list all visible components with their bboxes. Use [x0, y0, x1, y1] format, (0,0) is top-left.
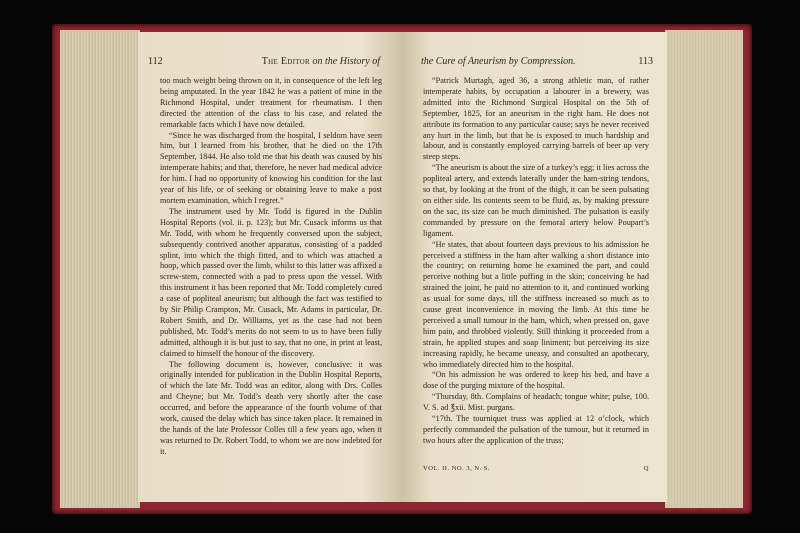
right-page-body — [423, 76, 649, 447]
left-running-head-subtitle: on the History of — [312, 56, 380, 67]
right-running-head-title: the Cure of Aneurism by Compression. — [421, 56, 576, 67]
left-paragraph: The instrument used by Mr. Todd is figured in the Dublin Hospital Reports (vol. ii. p. 123); but Mr. Cusack informs us that Mr. Todd, with whom he frequently conversed upon the subject, subsequently contrived another apparatus, consisting of a padded splint, into which the thigh fitted, and to which was attached a hoop, which passed over the limb, whilst to this latter was affixed a screw-stem, connected with a pad to press upon the vessel. With this instrument it has been reported that Mr. Todd completely cured a case of popliteal aneurism; but although the fact was testified to by Sir Philip Crampton, Mr. Cusack, Mr. Adams in particular, Dr. Robert Smith, and Dr. Williams, yet as the case had not been published, Mr. Todd’s merits do not seem to us to have been fully admitted, although it is but just to say, that no one, in print at least, claimed to himself the honour of the discovery. — [160, 206, 382, 358]
right-page — [401, 32, 667, 502]
right-paragraph: “He states, that about fourteen days previous to his admission he perceived a stiffness in the ham after walking a short distance into the country; on returning home he examined the part, and could perceive nothing but a little puffing in the skin; conceiving he had strained the joint, he paid no attention to it, and continued working as usual for some days, till the stiffness increased so much as to cause great inconvenience in moving the limb. At this time he perceived a small tumour in the ham, which, when pressed on, gave him pain, and throbbed violently. Still thinking it proceeded from a strain, he applied stupes and soap liniment; but perceiving its size increasing rapidly, he became uneasy, and consulted an apothecary, who immediately directed him to the hospital. — [423, 239, 649, 369]
gathering-mark: Q — [643, 465, 649, 472]
page-edges-left — [60, 30, 140, 508]
left-page — [138, 32, 401, 502]
page-edges-right — [665, 30, 743, 508]
left-paragraph: too much weight being thrown on it, in consequence of the left leg being amputated. In the year 1842 he was a patient of mine in the Richmond Hospital, under treatment for rheumatism. I then directed the attention of the class to his case, and related the remarkable facts which I have now detailed. — [160, 76, 382, 129]
right-running-head — [421, 56, 653, 67]
right-page-number: 113 — [638, 56, 653, 67]
right-paragraph: “Thursday, 8th. Complains of headach; tongue white; pulse, 100. V. S. ad ℥xii. Mist. purgans. — [423, 392, 649, 413]
volume-signature: VOL. II. NO. 3, N. S. — [423, 465, 491, 472]
left-running-head — [148, 56, 380, 67]
left-paragraph: The following document is, however, conclusive: it was originally intended for publication in the Dublin Hospital Reports, of which the late Mr. Todd was an editor, along with Drs. Colles and Cheyne; but Mr. Todd’s death very shortly after the case occurred, and before the appearance of the fourth volume of that work, caused the delay which has since taken place. It remained in the hands of the late Professor Colles till a few years ago, when it was returned to Dr. Robert Todd, to whom we are now indebted for it. — [160, 359, 382, 456]
left-page-number: 112 — [148, 56, 163, 67]
right-paragraph: “The aneurism is about the size of a turkey’s egg; it lies across the popliteal artery, and extends laterally under the ham-string tendons, so that, by looking at the front of the thigh, it can be seen pulsating on either side. Its contents seem to be fluid, as, by making pressure on the sac, its size can be much diminished. The pulsation is easily commanded by pressure on the femoral artery below Poupart’s ligament. — [423, 163, 649, 238]
left-running-head-title: The Editor — [261, 56, 310, 67]
signature-line — [423, 465, 649, 472]
right-paragraph: “17th. The tourniquet truss was applied at 12 o’clock, which perfectly commanded the pulsation of the tumour, but it returned in two hours after the application of the truss; — [423, 414, 649, 445]
left-page-body — [160, 76, 382, 458]
left-paragraph: “Since he was discharged from the hospital, I seldom have seen him, but I learned from his brother, that he died on the 17th September, 1844. He also told me that his death was caused by his intemperate habits; and that, therefore, he never had medical advice for him. I had no opportunity of knowing his condition for the last year of his life, or of seeking or obtaining leave to make a post mortem examination, which I regret.” — [160, 130, 382, 205]
right-paragraph: “On his admission he was ordered to keep his bed, and have a dose of the purging mixture of the hospital. — [423, 370, 649, 391]
right-paragraph: “Patrick Murtagh, aged 36, a strong athletic man, of rather intemperate habits, by occupation a labourer in a brewery, was admitted into the Richmond Surgical Hospital on the 5th of September, 1825, for an aneurism in the right ham. He does not attribute its formation to any particular cause; says he never received any hurt in the limb, but that he is exposed to much hardship and labour, and is constantly employed carrying barrels of beer up very steep steps. — [423, 76, 649, 162]
